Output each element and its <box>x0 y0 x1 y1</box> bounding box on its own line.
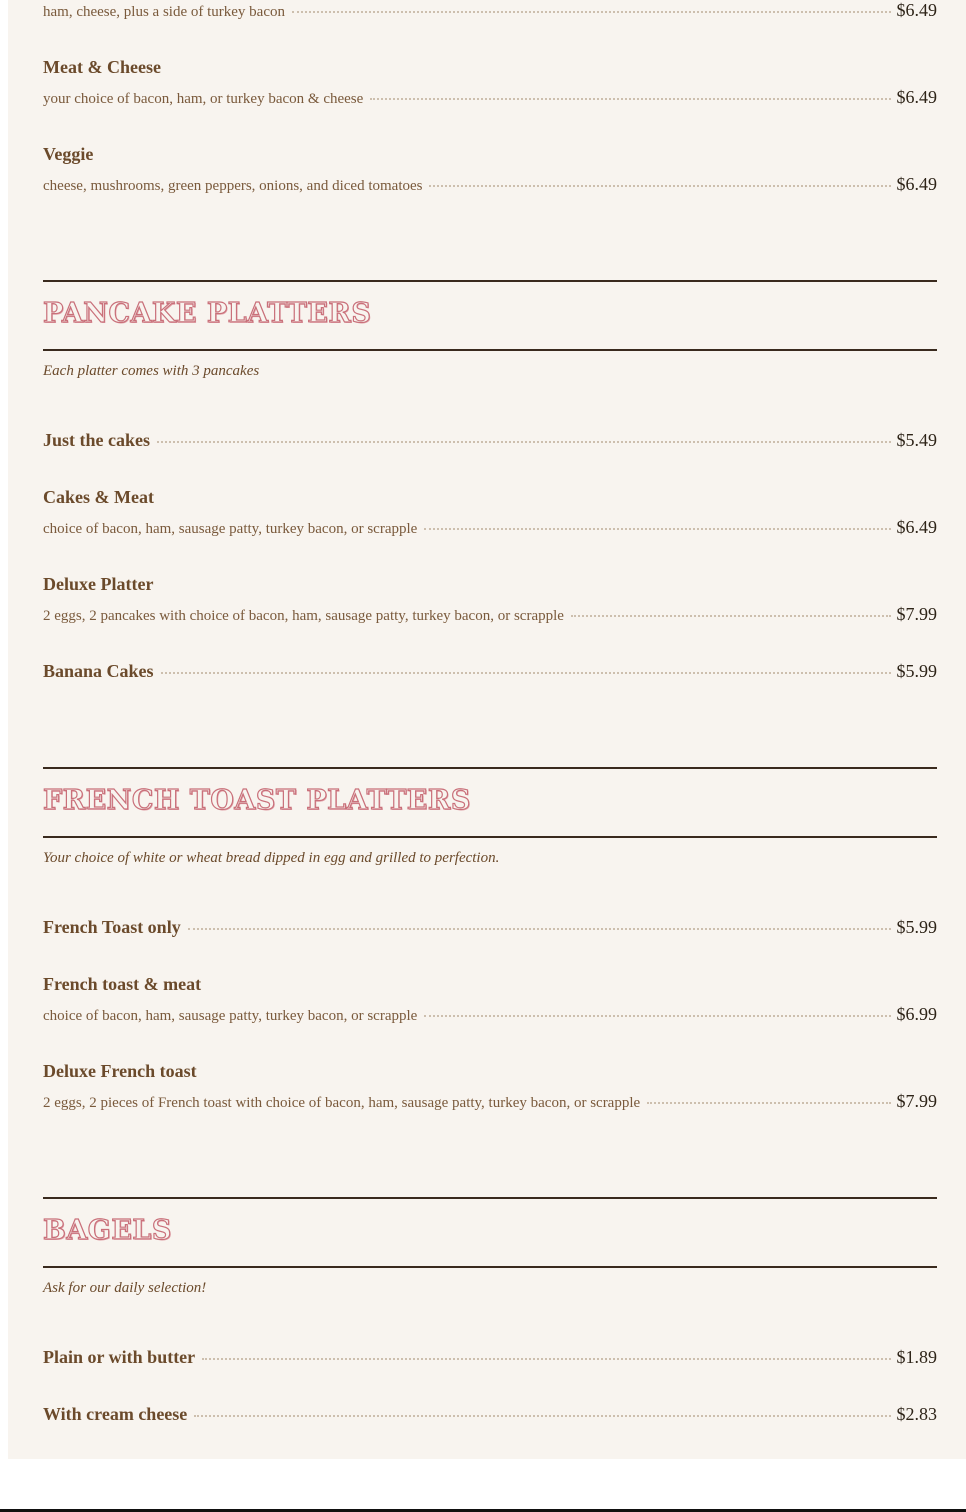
dot-leader <box>424 528 890 530</box>
menu-item-name: Veggie <box>43 144 94 164</box>
menu-item-price: $7.99 <box>896 1091 937 1111</box>
menu-item-price: $5.99 <box>896 917 937 937</box>
menu-item-name: Deluxe Platter <box>43 574 154 594</box>
dot-leader <box>647 1102 890 1104</box>
dot-leader <box>157 441 891 443</box>
dot-leader <box>161 672 891 674</box>
section-title-french-toast-platters: FRENCH TOAST PLATTERS <box>43 785 471 816</box>
menu-item-name: Cakes & Meat <box>43 487 154 507</box>
menu-item-row <box>43 0 937 21</box>
menu-item-price: $6.99 <box>896 1004 937 1024</box>
menu-item-row <box>43 604 937 625</box>
menu-item-description: cheese, mushrooms, green peppers, onions, and diced tomatoes <box>43 178 423 194</box>
menu-item <box>43 973 937 1025</box>
menu-item-description: 2 eggs, 2 pancakes with choice of bacon, ham, sausage patty, turkey bacon, or scrapple <box>43 608 564 624</box>
menu-item-name: French toast & meat <box>43 974 202 994</box>
menu-item-row <box>43 1091 937 1112</box>
menu-item <box>43 573 937 625</box>
menu-item-name: Deluxe French toast <box>43 1061 197 1081</box>
dot-leader <box>429 185 890 187</box>
menu-item <box>43 143 937 195</box>
section-title-bagels: BAGELS <box>43 1215 172 1246</box>
menu-item-row <box>43 660 937 682</box>
menu-item-price: $6.49 <box>896 174 937 194</box>
menu-item <box>43 1346 937 1368</box>
menu-item-name: Just the cakes <box>43 430 150 450</box>
menu-item-row <box>43 1346 937 1368</box>
menu-item <box>43 486 937 538</box>
section-note: Each platter comes with 3 pancakes <box>43 363 260 379</box>
menu-item-row <box>43 517 937 538</box>
menu-item <box>43 0 937 21</box>
dot-leader <box>188 928 891 930</box>
menu-item-row <box>43 1004 937 1025</box>
menu-item-name: With cream cheese <box>43 1404 188 1424</box>
menu-item-price: $1.89 <box>896 1347 937 1367</box>
menu-item-row <box>43 87 937 108</box>
dot-leader <box>424 1015 890 1017</box>
menu-item-description: your choice of bacon, ham, or turkey bacon & cheese <box>43 91 364 107</box>
section-divider-bottom <box>43 836 937 838</box>
dot-leader <box>370 98 890 100</box>
menu-item <box>43 1403 937 1425</box>
menu-item-description: choice of bacon, ham, sausage patty, turkey bacon, or scrapple <box>43 521 418 537</box>
menu-item-price: $5.99 <box>896 661 937 681</box>
dot-leader <box>571 615 891 617</box>
dot-leader <box>194 1415 890 1417</box>
section-note: Ask for our daily selection! <box>43 1280 207 1296</box>
menu-item <box>43 660 937 682</box>
menu-item-price: $5.49 <box>896 430 937 450</box>
menu-item <box>43 429 937 451</box>
menu-item-price: $2.83 <box>896 1404 937 1424</box>
menu-item <box>43 56 937 108</box>
menu-item-name: Banana Cakes <box>43 661 154 681</box>
section-divider-top <box>43 767 937 769</box>
section-divider-bottom <box>43 1266 937 1268</box>
menu-item-price: $7.99 <box>896 604 937 624</box>
section-note: Your choice of white or wheat bread dipped in egg and grilled to perfection. <box>43 850 500 866</box>
dot-leader <box>292 11 891 13</box>
menu-item-row <box>43 429 937 451</box>
menu-item-price: $6.49 <box>896 517 937 537</box>
menu-item-row <box>43 1403 937 1425</box>
menu-item-price: $6.49 <box>896 0 937 20</box>
menu-item-name: Plain or with butter <box>43 1347 196 1367</box>
section-title-pancake-platters: PANCAKE PLATTERS <box>43 298 372 329</box>
menu-item-description: choice of bacon, ham, sausage patty, turkey bacon, or scrapple <box>43 1008 418 1024</box>
menu-item-row <box>43 174 937 195</box>
menu-item-name: French Toast only <box>43 917 181 937</box>
menu-item-price: $6.49 <box>896 87 937 107</box>
menu-item-description: ham, cheese, plus a side of turkey bacon <box>43 4 285 20</box>
dot-leader <box>202 1358 890 1360</box>
menu-item-name: Meat & Cheese <box>43 57 161 77</box>
section-divider-top <box>43 280 937 282</box>
menu-item-description: 2 eggs, 2 pieces of French toast with choice of bacon, ham, sausage patty, turkey bacon, or scrapple <box>43 1095 641 1111</box>
section-divider-bottom <box>43 349 937 351</box>
menu-item <box>43 916 937 938</box>
section-divider-top <box>43 1197 937 1199</box>
menu-item-row <box>43 916 937 938</box>
menu-item <box>43 1060 937 1112</box>
